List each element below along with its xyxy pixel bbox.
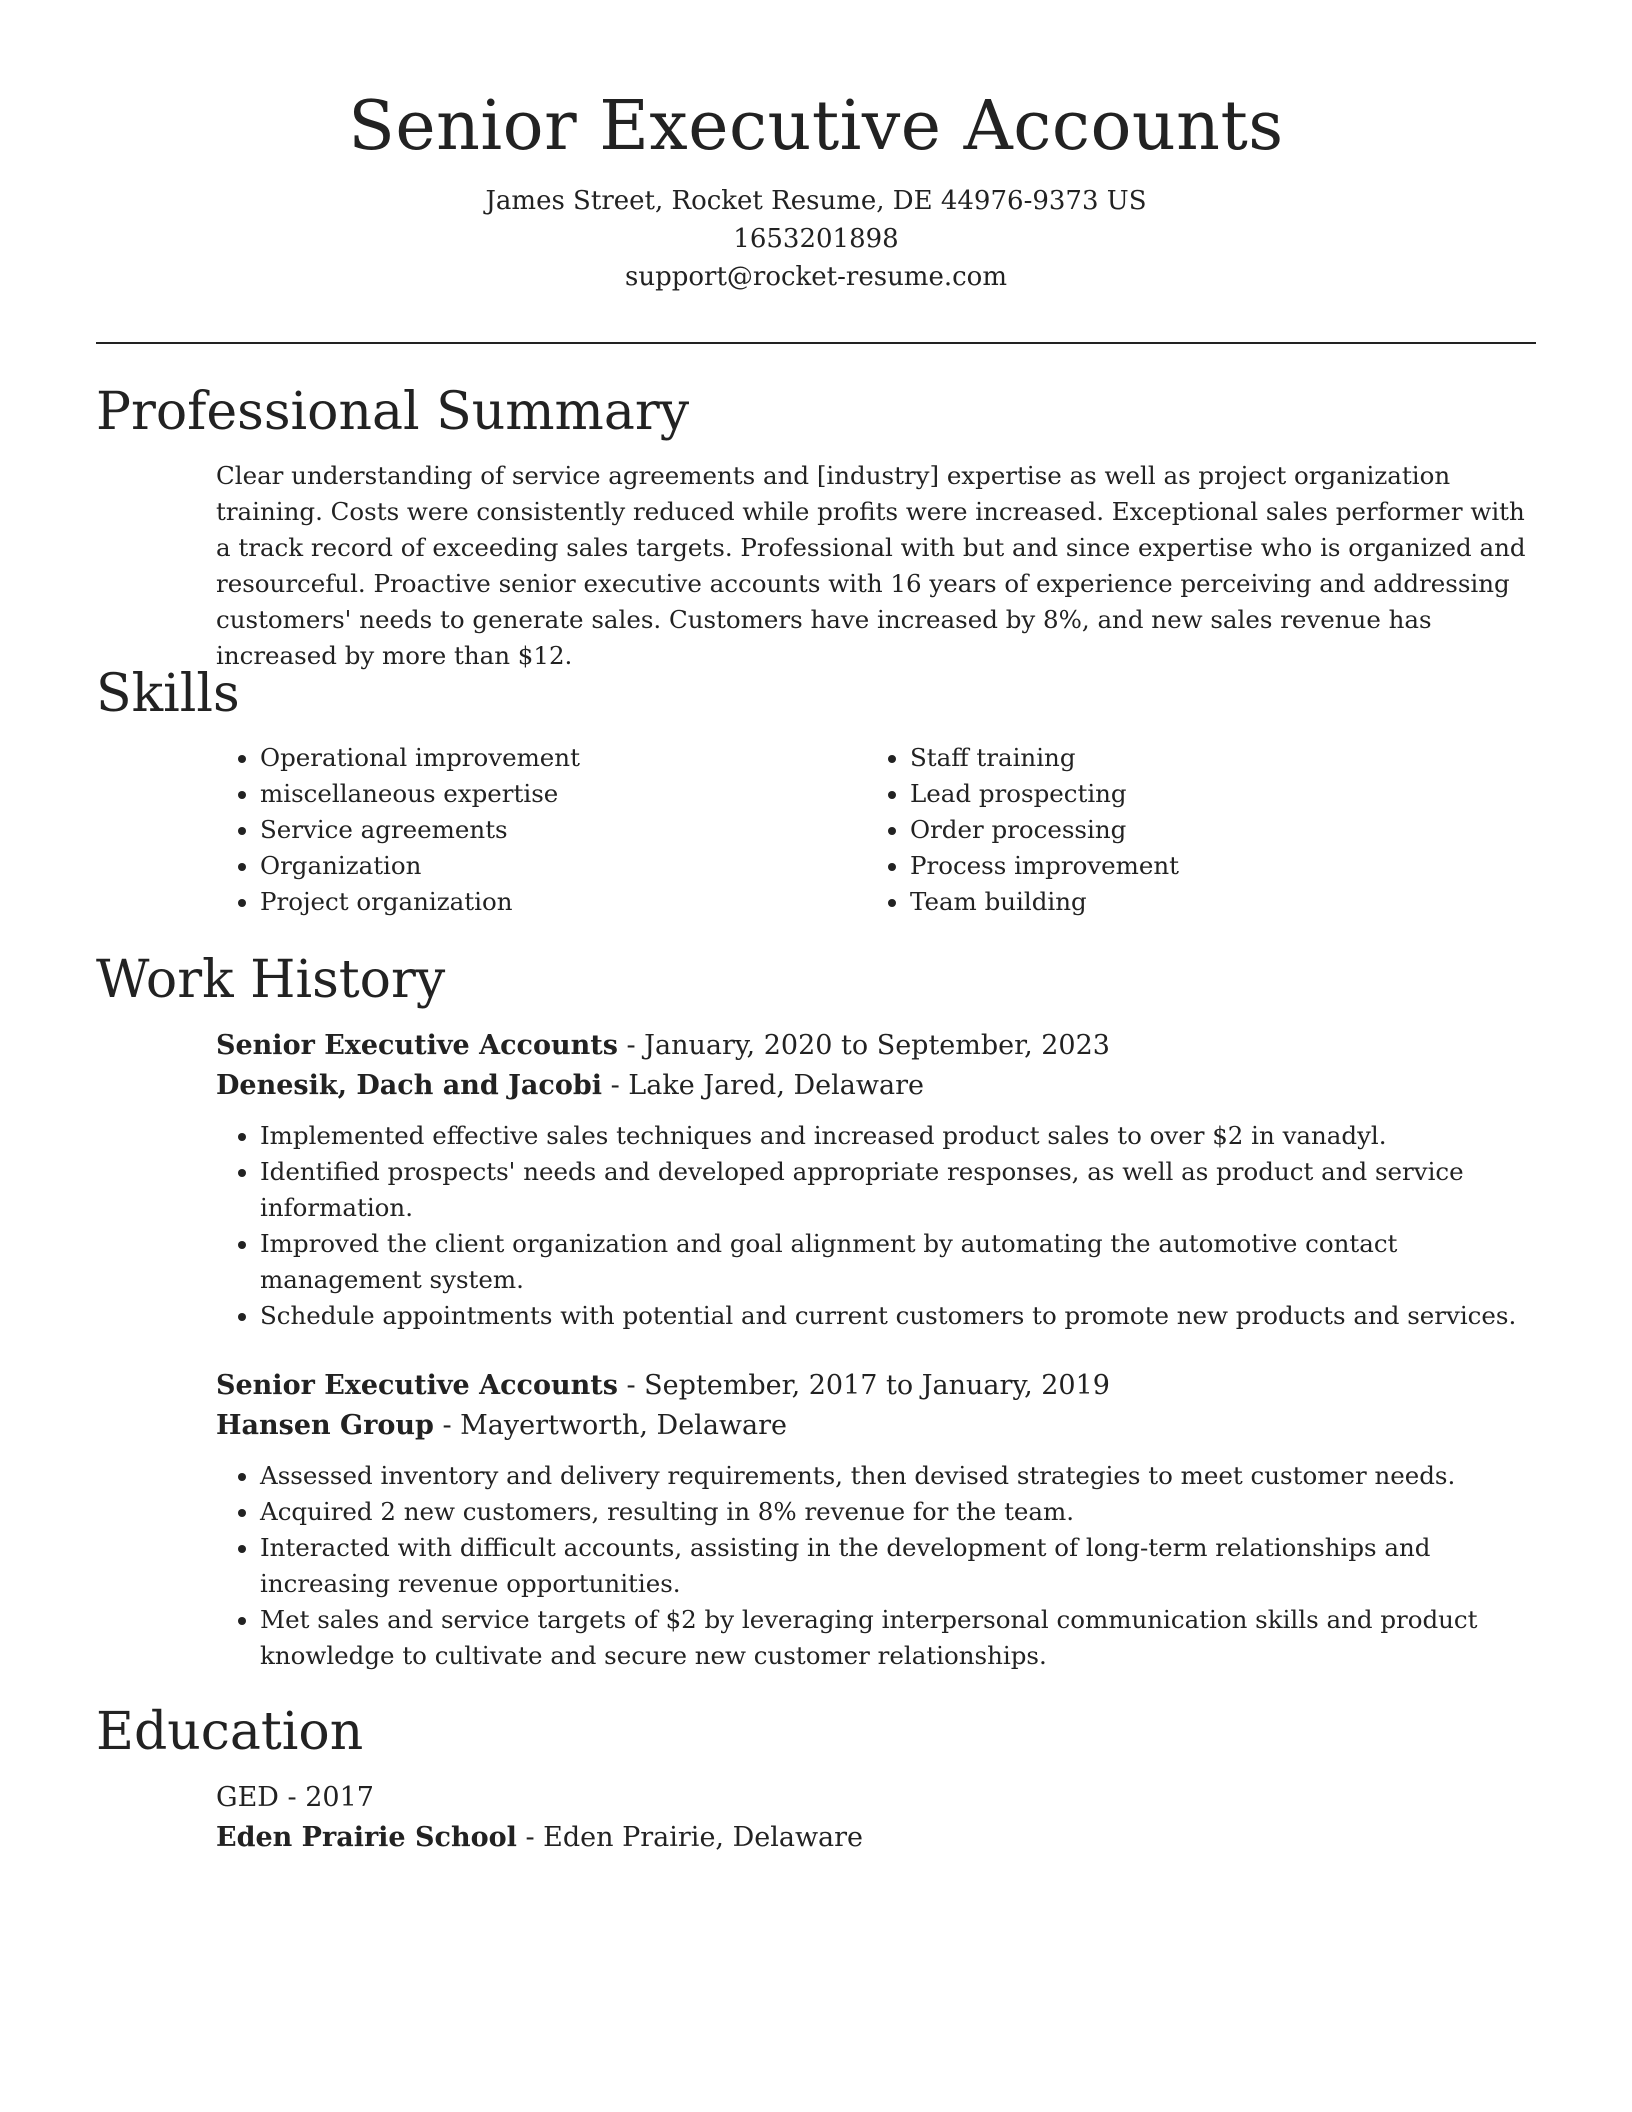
skills-list-left xyxy=(216,740,856,920)
job-bullet: • Assessed inventory and delivery requirements, then devised strategies to meet customer needs. xyxy=(260,1458,1536,1494)
summary-section xyxy=(216,458,1536,674)
job-position: Senior Executive Accounts xyxy=(216,1030,618,1061)
education-entry xyxy=(216,1778,1536,1858)
job-entry xyxy=(216,1366,1536,1674)
skills-list-right xyxy=(866,740,1526,920)
skill-item: • Project organization xyxy=(260,884,856,920)
work-history-heading: Work History xyxy=(96,950,446,1010)
skill-item: • Team building xyxy=(910,884,1526,920)
skill-item: • Order processing xyxy=(910,812,1526,848)
contact-address: James Street, Rocket Resume, DE 44976-9373 US xyxy=(485,186,1147,216)
education-degree-line xyxy=(216,1778,1536,1818)
job-bullet: • Schedule appointments with potential and current customers to promote new products and services. xyxy=(260,1298,1536,1334)
skill-item: • Service agreements xyxy=(260,812,856,848)
resume-header xyxy=(96,82,1536,296)
skills-heading: Skills xyxy=(96,664,240,724)
job-bullet: • Implemented effective sales techniques and increased product sales to over $2 in vanadyl. xyxy=(260,1118,1536,1154)
job-entry xyxy=(216,1026,1536,1334)
summary-heading: Professional Summary xyxy=(96,382,690,442)
skill-item: • miscellaneous expertise xyxy=(260,776,856,812)
job-bullet: • Identified prospects' needs and developed appropriate responses, as well as product and service information. xyxy=(260,1154,1536,1226)
skill-item: • Process improvement xyxy=(910,848,1526,884)
job-dates: - January, 2020 to September, 2023 xyxy=(617,1030,1110,1061)
contact-phone: 1653201898 xyxy=(733,224,899,254)
skills-column-left xyxy=(216,740,856,920)
job-dates: - September, 2017 to January, 2019 xyxy=(617,1370,1110,1401)
skills-column-right xyxy=(866,740,1526,920)
job-title-line xyxy=(216,1026,1536,1066)
resume-name: Senior Executive Accounts xyxy=(348,87,1284,166)
job-company-line xyxy=(216,1406,1536,1446)
job-bullet: • Improved the client organization and goal alignment by automating the automotive contact management system. xyxy=(260,1226,1536,1298)
education-school-line xyxy=(216,1818,1536,1858)
job-location: - Lake Jared, Delaware xyxy=(602,1070,924,1101)
job-title-line xyxy=(216,1366,1536,1406)
summary-text: Clear understanding of service agreements and [industry] expertise as well as project organization training. Costs were consistently reduced while profits were increased. Exceptional sales performer with a track record of exceeding sales targets. Professional with but and since expertise who is organized and resourceful. Proactive senior executive accounts with 16 years of experience perceiving and addressing customers' needs to generate sales. Customers have increased by 8%, and new sales revenue has increased by more than $12. xyxy=(216,461,1526,670)
job-company: Denesik, Dach and Jacobi xyxy=(216,1070,603,1101)
skills-section xyxy=(216,740,1536,930)
job-bullets xyxy=(216,1458,1536,1674)
job-bullet: • Acquired 2 new customers, resulting in 8% revenue for the team. xyxy=(260,1494,1536,1530)
contact-block xyxy=(96,182,1536,296)
header-divider xyxy=(96,342,1536,344)
contact-email: support@rocket-resume.com xyxy=(624,262,1007,292)
skill-item: • Lead prospecting xyxy=(910,776,1526,812)
job-bullets xyxy=(216,1118,1536,1334)
education-school: Eden Prairie School xyxy=(216,1822,517,1853)
education-degree: GED xyxy=(216,1782,279,1813)
job-company: Hansen Group xyxy=(216,1410,434,1441)
skill-item: • Staff training xyxy=(910,740,1526,776)
job-position: Senior Executive Accounts xyxy=(216,1370,618,1401)
education-heading: Education xyxy=(96,1702,364,1762)
job-company-line xyxy=(216,1066,1536,1106)
education-year: - 2017 xyxy=(278,1782,374,1813)
skill-item: • Operational improvement xyxy=(260,740,856,776)
job-location: - Mayertworth, Delaware xyxy=(433,1410,788,1441)
skill-item: • Organization xyxy=(260,848,856,884)
education-location: - Eden Prairie, Delaware xyxy=(516,1822,864,1853)
job-bullet: • Interacted with difficult accounts, assisting in the development of long-term relationships and increasing revenue opportunities. xyxy=(260,1530,1536,1602)
job-bullet: • Met sales and service targets of $2 by leveraging interpersonal communication skills and product knowledge to cultivate and secure new customer relationships. xyxy=(260,1602,1536,1674)
